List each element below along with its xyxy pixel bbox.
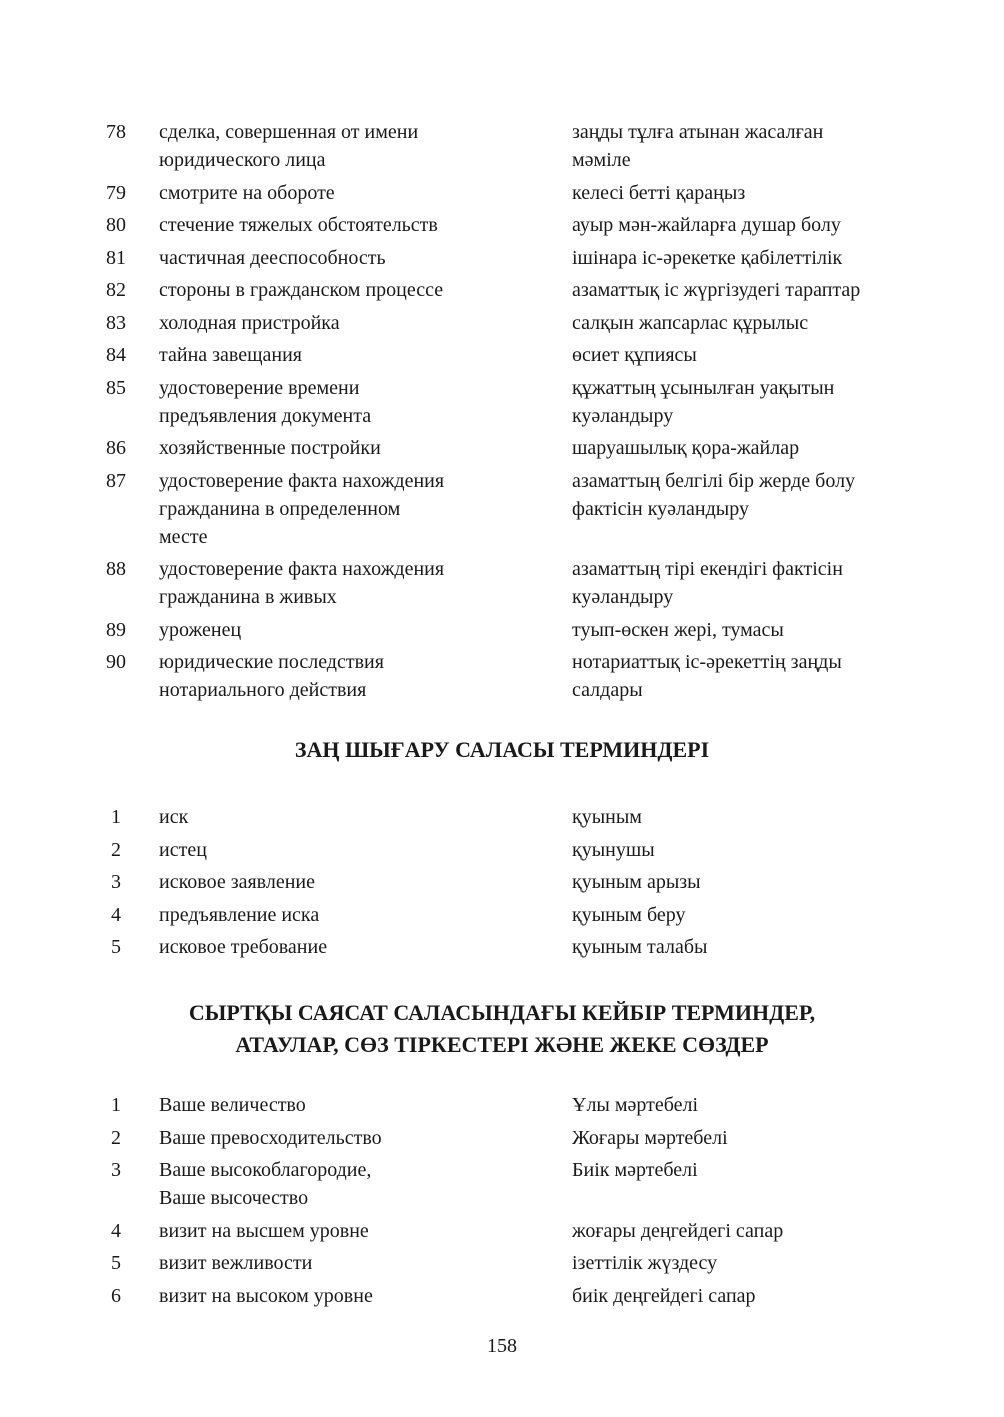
term-kazakh: қуынушы bbox=[572, 838, 655, 861]
term-russian: истец bbox=[159, 838, 207, 861]
term-number: 78 bbox=[106, 121, 126, 143]
term-russian: тайна завещания bbox=[159, 344, 303, 366]
term-number: 6 bbox=[111, 1284, 121, 1307]
term-kazakh: туып-өскен жері, тумасы bbox=[572, 618, 784, 641]
term-number: 80 bbox=[106, 214, 126, 236]
term-kazakh: жоғары деңгейдегі сапар bbox=[572, 1219, 784, 1242]
term-kazakh: қуыным беру bbox=[572, 903, 686, 926]
term-russian: удостоверение факта нахождения гражданина в определенном месте bbox=[159, 469, 445, 548]
term-kazakh: нотариаттық іс-әрекеттің заңды салдары bbox=[572, 651, 842, 701]
term-number: 2 bbox=[111, 838, 121, 861]
term-russian: частичная дееспособность bbox=[159, 246, 386, 269]
term-number: 88 bbox=[106, 558, 126, 580]
term-kazakh: қуыным bbox=[572, 806, 642, 828]
term-kazakh: салқын жапсарлас құрылыс bbox=[572, 311, 809, 334]
term-number: 83 bbox=[106, 311, 126, 334]
term-kazakh: құжаттың ұсынылған уақытын куәландыру bbox=[572, 376, 835, 427]
term-kazakh: азаматтық іс жүргізудегі тараптар bbox=[572, 279, 861, 301]
term-russian: визит на высшем уровне bbox=[159, 1219, 369, 1242]
term-russian: стечение тяжелых обстоятельств bbox=[159, 214, 438, 236]
term-russian: удостоверение времени предъявления документа bbox=[159, 376, 372, 427]
term-russian: иск bbox=[159, 806, 189, 828]
term-number: 1 bbox=[111, 1094, 121, 1116]
term-number: 86 bbox=[106, 437, 126, 459]
term-russian: холодная пристройка bbox=[159, 311, 340, 334]
term-russian: Ваше превосходительство bbox=[159, 1126, 382, 1149]
term-russian: стороны в гражданском процессе bbox=[159, 279, 444, 301]
term-number: 90 bbox=[106, 651, 126, 673]
term-number: 85 bbox=[106, 376, 126, 399]
term-russian: сделка, совершенная от имени юридического лица bbox=[159, 121, 419, 171]
term-russian: визит вежливости bbox=[159, 1252, 313, 1274]
term-russian: юридические последствия нотариального действия bbox=[159, 651, 384, 701]
term-kazakh: Жоғары мәртебелі bbox=[572, 1126, 728, 1149]
term-number: 3 bbox=[111, 1159, 121, 1181]
term-kazakh: биік деңгейдегі сапар bbox=[572, 1284, 756, 1307]
term-russian: Ваше высокоблагородие, Ваше высочество bbox=[159, 1159, 372, 1209]
term-russian: уроженец bbox=[159, 618, 242, 641]
section-heading-lawmaking: ЗАҢ ШЫҒАРУ САЛАСЫ ТЕРМИНДЕРІ bbox=[294, 737, 710, 762]
term-kazakh: шаруашылық қора-жайлар bbox=[572, 437, 800, 459]
term-russian: исковое заявление bbox=[159, 871, 316, 893]
term-number: 1 bbox=[111, 806, 121, 828]
term-russian: визит на высоком уровне bbox=[159, 1284, 373, 1307]
term-kazakh: заңды тұлға атынан жасалған мәміле bbox=[572, 121, 824, 171]
term-kazakh: ауыр мән-жайларға душар болу bbox=[572, 214, 841, 236]
section-heading-foreign-policy: СЫРТҚЫ САЯСАТ САЛАСЫНДАҒЫ КЕЙБІР ТЕРМИНДЕР, АТАУЛАР, СӨЗ ТІРКЕСТЕРІ ЖӘНЕ ЖЕКЕ СӨЗДЕР bbox=[188, 1000, 816, 1057]
term-kazakh: келесі бетті қараңыз bbox=[572, 181, 746, 204]
term-kazakh: азаматтың белгілі бір жерде болу фактісін куәландыру bbox=[572, 469, 856, 520]
term-kazakh: қуыным талабы bbox=[572, 936, 708, 958]
term-kazakh: қуыным арызы bbox=[572, 871, 701, 893]
term-kazakh: азаматтың тірі екендігі фактісін куәландыру bbox=[572, 558, 843, 608]
term-number: 81 bbox=[106, 246, 126, 269]
term-number: 4 bbox=[111, 903, 121, 926]
term-number: 2 bbox=[111, 1126, 121, 1149]
term-kazakh: Биік мәртебелі bbox=[572, 1159, 698, 1181]
term-number: 5 bbox=[111, 1252, 121, 1274]
term-number: 87 bbox=[106, 469, 126, 492]
term-number: 82 bbox=[106, 279, 126, 301]
term-number: 79 bbox=[106, 181, 126, 204]
term-russian: хозяйственные постройки bbox=[159, 437, 381, 459]
term-number: 84 bbox=[106, 344, 126, 366]
term-number: 89 bbox=[106, 618, 126, 641]
page-number: 158 bbox=[487, 1335, 517, 1357]
term-russian: смотрите на обороте bbox=[159, 181, 335, 204]
term-number: 5 bbox=[111, 936, 121, 958]
term-kazakh: ішінара іс-әрекетке қабілеттілік bbox=[572, 246, 843, 269]
term-number: 4 bbox=[111, 1219, 121, 1242]
term-russian: предъявление иска bbox=[159, 903, 320, 926]
term-russian: исковое требование bbox=[159, 936, 328, 958]
term-kazakh: өсиет құпиясы bbox=[572, 344, 697, 366]
term-number: 3 bbox=[111, 871, 121, 893]
term-russian: Ваше величество bbox=[159, 1094, 306, 1116]
term-kazakh: Ұлы мәртебелі bbox=[572, 1094, 699, 1116]
term-kazakh: ізеттілік жүздесу bbox=[572, 1252, 718, 1274]
term-russian: удостоверение факта нахождения гражданина в живых bbox=[159, 558, 445, 608]
